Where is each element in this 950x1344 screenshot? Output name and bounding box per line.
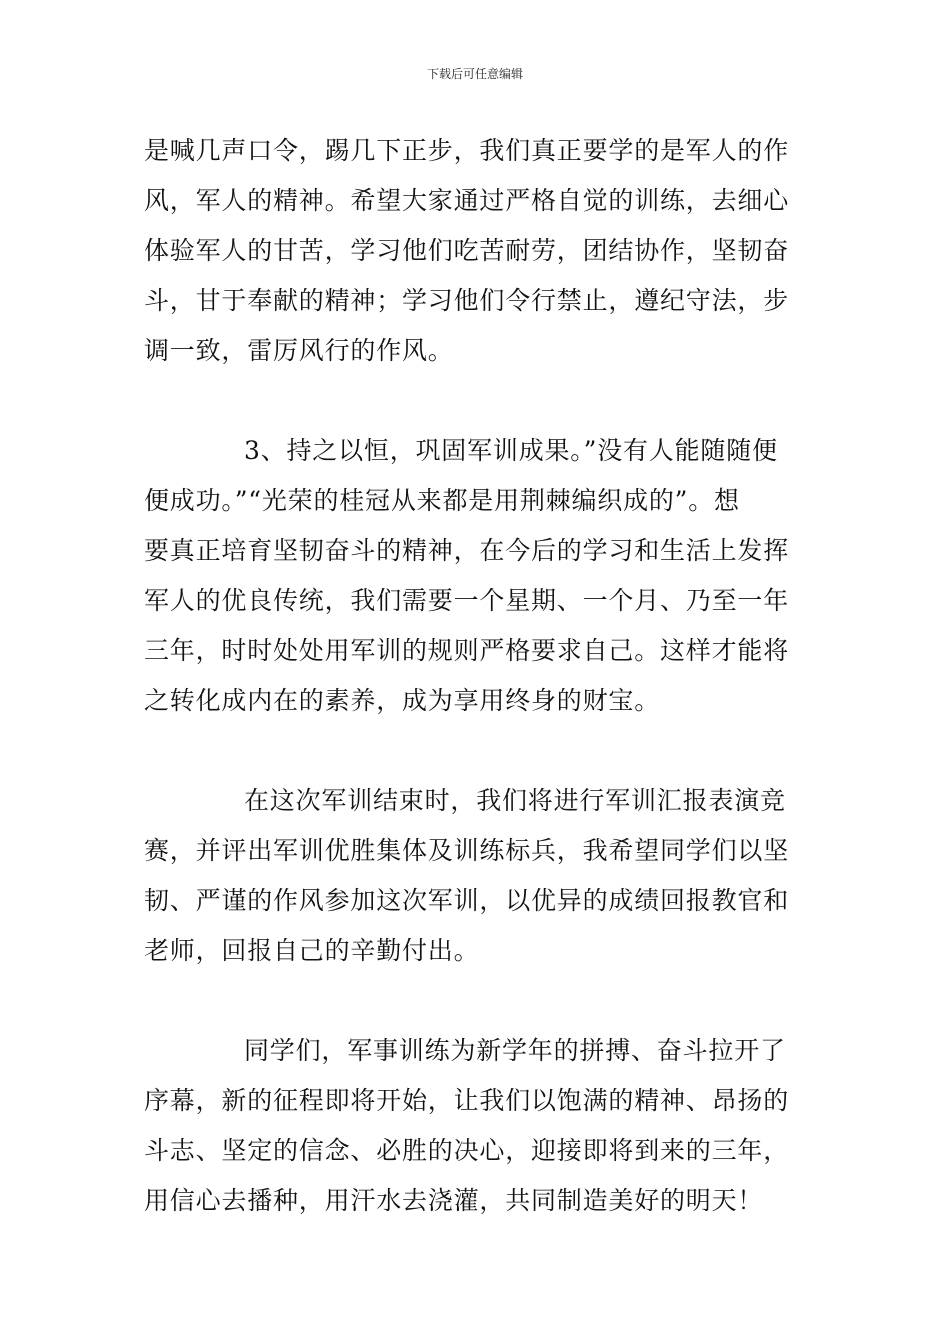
text-line: 赛，并评出军训优胜集体及训练标兵，我希望同学们以坚	[144, 836, 790, 865]
text-line: 要真正培育坚韧奋斗的精神，在今后的学习和生活上发挥	[144, 536, 790, 565]
paragraph-1	[144, 126, 810, 376]
text-line: 3、持之以恒，巩固军训成果。”没有人能随随便	[244, 436, 778, 465]
text-line: 序幕，新的征程即将开始，让我们以饱满的精神、昂扬的	[144, 1086, 790, 1115]
text-line: 之转化成内在的素养，成为享用终身的财宝。	[144, 686, 661, 715]
text-line: 是喊几声口令，踢几下正步，我们真正要学的是军人的作	[144, 136, 790, 165]
page-header: 下载后可任意编辑	[426, 67, 523, 81]
paragraph-4	[144, 1026, 810, 1226]
text-line: 调一致，雷厉风行的作风。	[144, 336, 454, 365]
text-line: 风，军人的精神。希望大家通过严格自觉的训练，去细心	[144, 186, 790, 215]
text-line: 同学们，军事训练为新学年的拼搏、奋斗拉开了	[244, 1036, 786, 1065]
text-line: 斗志、坚定的信念、必胜的决心，迎接即将到来的三年，	[144, 1136, 790, 1165]
document-body	[144, 126, 810, 1276]
text-line: 用信心去播种，用汗水去浇灌，共同制造美好的明天！	[144, 1186, 764, 1215]
text-line: 韧、严谨的作风参加这次军训，以优异的成绩回报教官和	[144, 886, 790, 915]
text-line: 体验军人的甘苦，学习他们吃苦耐劳，团结协作，坚韧奋	[144, 236, 790, 265]
paragraph-3	[144, 776, 810, 976]
text-line: 在这次军训结束时，我们将进行军训汇报表演竞	[244, 786, 786, 815]
text-line: 斗，甘于奉献的精神；学习他们令行禁止，遵纪守法，步	[144, 286, 790, 315]
text-line: 便成功。”“光荣的桂冠从来都是用荆棘编织成的”。想	[144, 486, 740, 515]
text-line: 老师，回报自己的辛勤付出。	[144, 936, 480, 965]
paragraph-2	[144, 426, 810, 726]
text-line: 军人的优良传统，我们需要一个星期、一个月、乃至一年	[144, 586, 790, 615]
text-line: 三年，时时处处用军训的规则严格要求自己。这样才能将	[144, 636, 790, 665]
